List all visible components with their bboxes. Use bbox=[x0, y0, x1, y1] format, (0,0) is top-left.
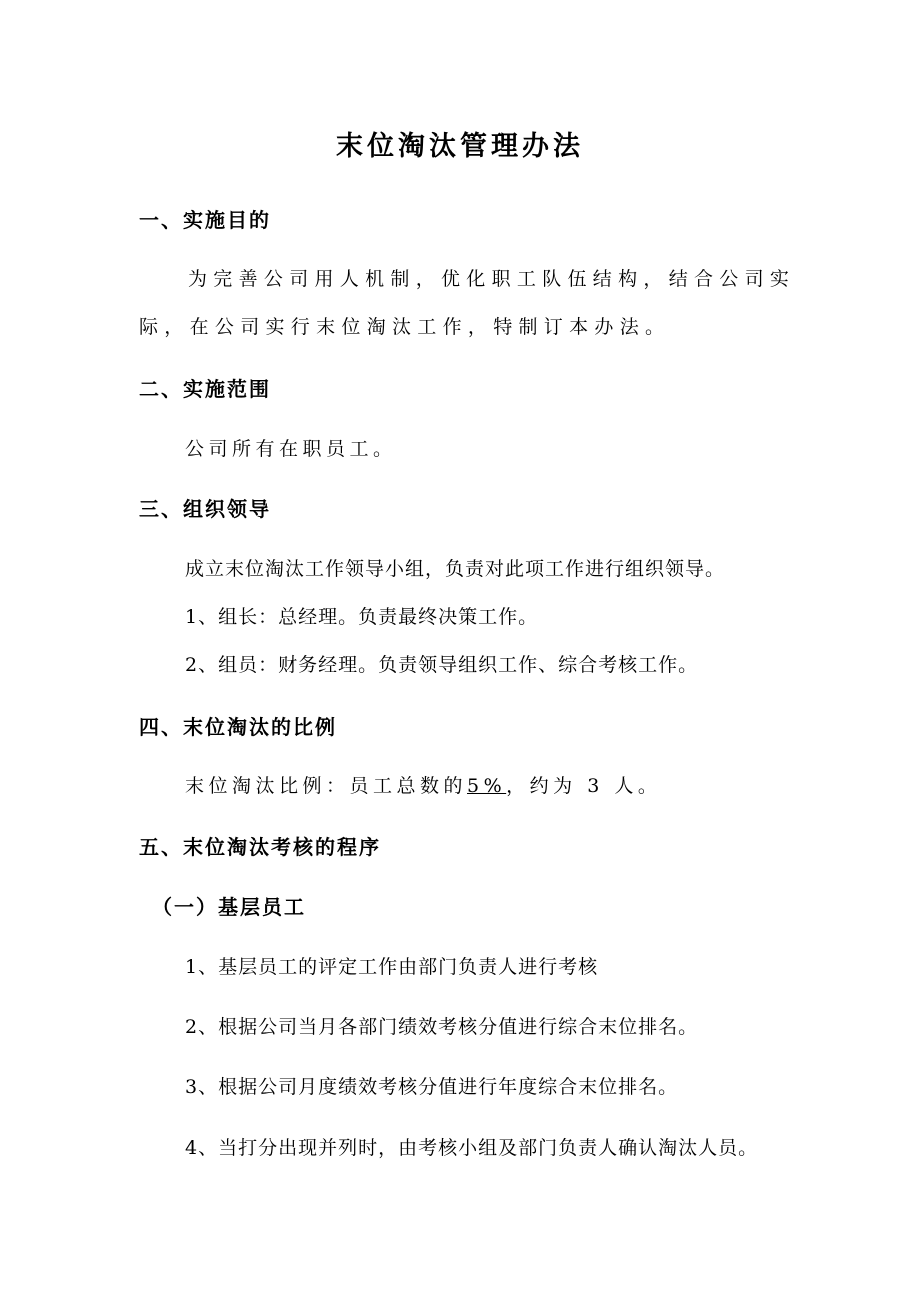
paragraph-line: 公司所有在职员工。 bbox=[185, 438, 397, 460]
paragraph-line: 为完善公司用人机制，优化职工队伍结构，结合公司实 bbox=[188, 268, 796, 290]
list-item: 3、根据公司月度绩效考核分值进行年度综合末位排名。 bbox=[185, 1076, 679, 1098]
ratio-line bbox=[185, 777, 661, 796]
section-heading-ratio: 四、末位淘汰的比例 bbox=[139, 715, 337, 739]
section-heading-purpose: 一、实施目的 bbox=[139, 208, 271, 232]
subsection-heading-staff: （一）基层员工 bbox=[152, 895, 306, 919]
section-heading-leadership: 三、组织领导 bbox=[139, 497, 271, 521]
list-item: 2、组员：财务经理。负责领导组织工作、综合考核工作。 bbox=[185, 654, 699, 676]
list-item: 2、根据公司当月各部门绩效考核分值进行综合末位排名。 bbox=[185, 1016, 699, 1038]
list-item: 1、基层员工的评定工作由部门负责人进行考核 bbox=[185, 956, 599, 978]
document-title: 末位淘汰管理办法 bbox=[336, 131, 584, 162]
paragraph-line: 际，在公司实行末位淘汰工作，特制订本办法。 bbox=[139, 316, 671, 338]
ratio-prefix: 末位淘汰比例：员工总数的 bbox=[185, 775, 468, 797]
list-item: 4、当打分出现并列时，由考核小组及部门负责人确认淘汰人员。 bbox=[185, 1137, 759, 1159]
paragraph-line: 成立末位淘汰工作领导小组，负责对此项工作进行组织领导。 bbox=[185, 558, 726, 580]
list-item: 1、组长：总经理。负责最终决策工作。 bbox=[185, 606, 539, 628]
ratio-value: 5% bbox=[467, 775, 507, 797]
ratio-suffix: ，约为 3 人。 bbox=[506, 775, 662, 797]
section-heading-procedure: 五、末位淘汰考核的程序 bbox=[139, 835, 381, 859]
section-heading-scope: 二、实施范围 bbox=[139, 377, 271, 401]
